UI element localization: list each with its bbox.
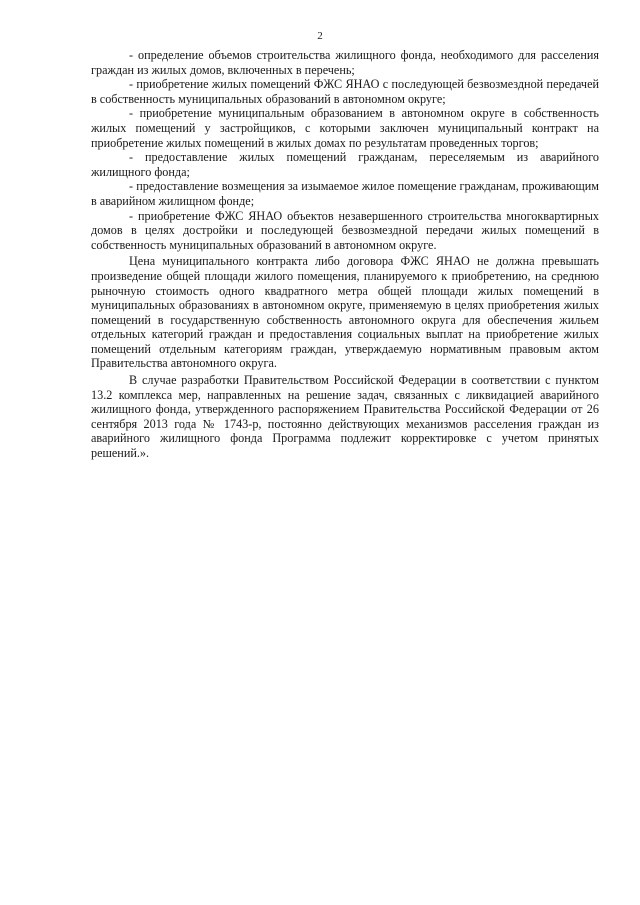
page-number: 2 [317, 30, 323, 42]
paragraph-contract-price: Цена муниципального контракта либо договора ФЖС ЯНАО не должна превышать произведение общей площади жилого помещения, планируемого к приобретению, на среднюю рыночную стоимость одного квадратного метра общей площади жилых помещений в муниципальных образованиях в автономном округе, применяемую в целях приобретения жилых помещений в государственную собственность автономного округа для обеспечения жильем отдельных категорий граждан и предоставления социальных выплат на приобретение жилых помещений отдельным категориям граждан, утверждаемую нормативным правовым актом Правительства автономного округа. [91, 254, 599, 371]
paragraph-program-adjustment: В случае разработки Правительством Российской Федерации в соответствии с пунктом 13.2 комплекса мер, направленных на решение задач, связанных с ликвидацией аварийного жилищного фонда, утвержденного распоряжением Правительства Российской Федерации от 26 сентября 2013 года № 1743-р, постоянно действующих механизмов расселения граждан из аварийного жилищного фонда Программа подлежит корректировке с учетом принятых решений.». [91, 373, 599, 461]
list-item-acquire-by-fund: - приобретение жилых помещений ФЖС ЯНАО с последующей безвозмездной передачей в собственность муниципальных образований в автономном округе; [91, 77, 599, 106]
list-item-compensation: - предоставление возмещения за изымаемое жилое помещение гражданам, проживающим в аварийном жилищном фонде; [91, 179, 599, 208]
list-item-provide-housing: - предоставление жилых помещений гражданам, переселяемым из аварийного жилищного фонда; [91, 150, 599, 179]
list-item-determine-volumes: - определение объемов строительства жилищного фонда, необходимого для расселения граждан из жилых домов, включенных в перечень; [91, 48, 599, 77]
document-body [91, 48, 599, 461]
list-item-unfinished-construction: - приобретение ФЖС ЯНАО объектов незавершенного строительства многоквартирных домов в целях достройки и последующей безвозмездной передачи жилых помещений в собственность муниципальных образований в автономном округе. [91, 208, 599, 252]
list-item-acquire-by-municipality: - приобретение муниципальным образованием в автономном округе в собственность жилых помещений у застройщиков, с которыми заключен муниципальный контракт на приобретение жилых помещений в жилых домах по результатам проведенных торгов; [91, 106, 599, 150]
